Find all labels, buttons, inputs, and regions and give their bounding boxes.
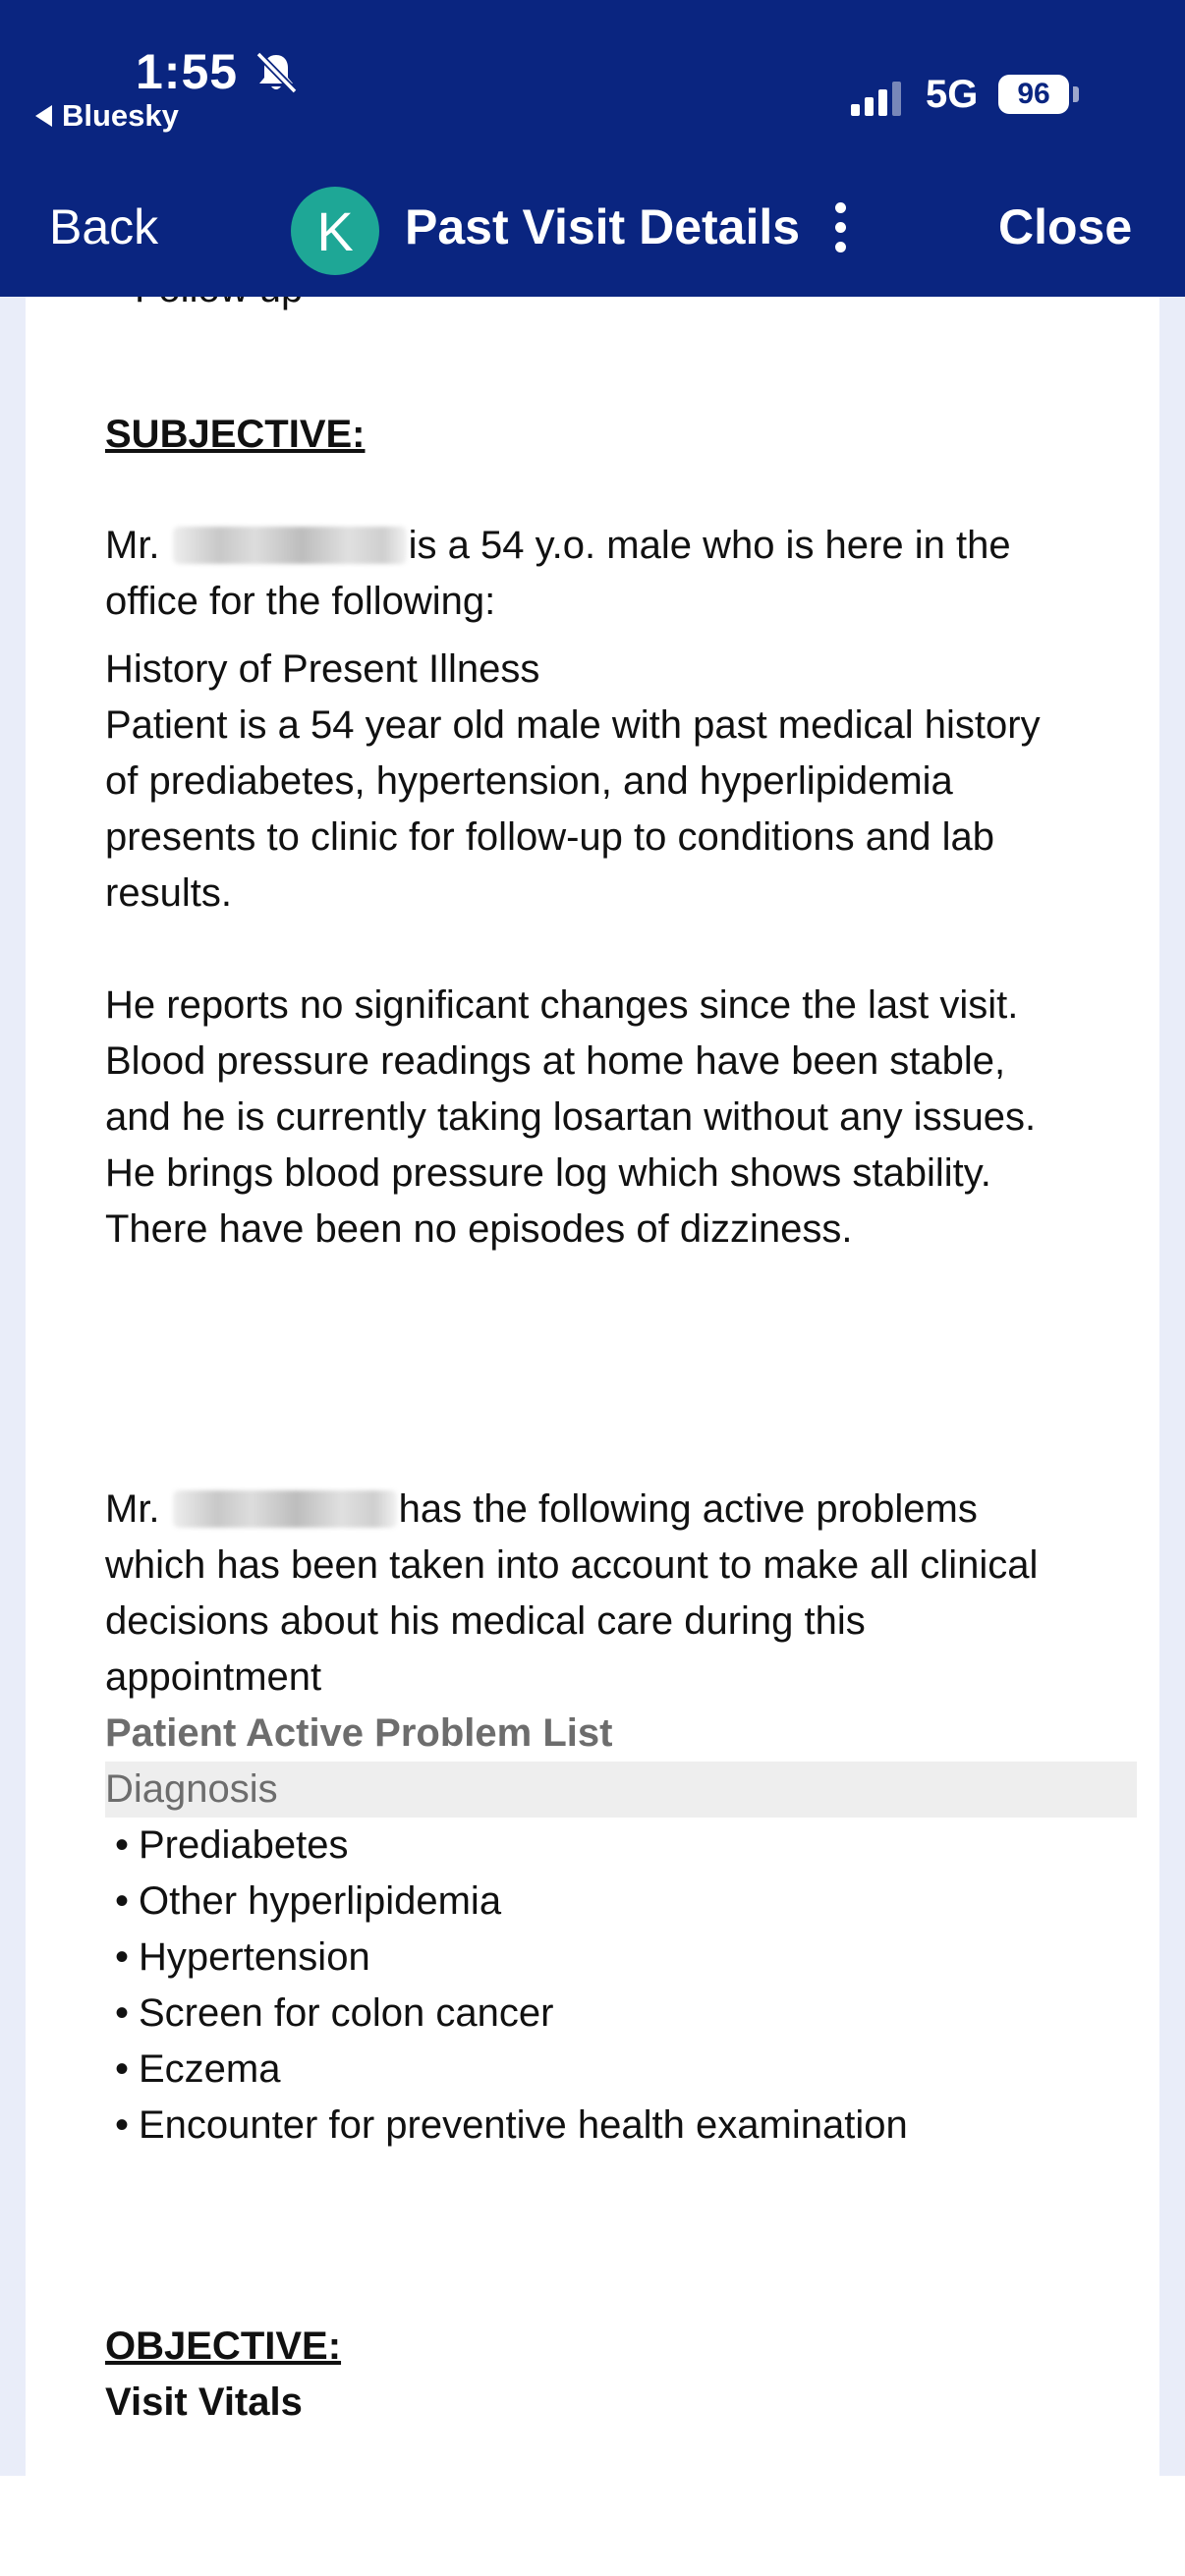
intro-paragraph <box>105 518 1137 630</box>
hpi-label: History of Present Illness <box>105 647 540 691</box>
hpi-line: Blood pressure readings at home have been stable, <box>105 1039 1006 1083</box>
avatar[interactable]: K <box>291 187 379 275</box>
active-problems-paragraph <box>105 1482 1137 1706</box>
back-button[interactable]: Back <box>49 199 159 254</box>
diagnosis-header: Diagnosis <box>105 1762 1137 1818</box>
bell-muted-icon <box>254 51 299 94</box>
battery-cap <box>1073 86 1079 102</box>
intro-line-2: office for the following: <box>105 580 496 623</box>
hpi-line: of prediabetes, hypertension, and hyperlipidemia <box>105 759 953 803</box>
list-item: • Eczema <box>114 2047 281 2091</box>
app-header <box>0 0 1185 297</box>
problems-line: appointment <box>105 1655 322 1699</box>
cellular-signal-icon <box>849 79 908 118</box>
back-app-label: Bluesky <box>62 98 179 133</box>
more-options-icon[interactable] <box>827 202 853 261</box>
list-item: • Other hyperlipidemia <box>114 1879 502 1923</box>
problems-line: which has been taken into account to make all clinical <box>105 1543 1039 1587</box>
list-item: • Prediabetes <box>114 1823 349 1867</box>
hpi-line: There have been no episodes of dizziness. <box>105 1207 853 1251</box>
right-gutter <box>1159 0 1185 2476</box>
intro-rest: is a 54 y.o. male who is here in the <box>408 524 1011 567</box>
hpi-paragraph-2 <box>105 978 1137 1258</box>
list-item: • Screen for colon cancer <box>114 1991 554 2035</box>
hpi-line: He reports no significant changes since the last visit. <box>105 983 1019 1027</box>
page-title: Past Visit Details <box>405 199 801 254</box>
redacted-name <box>173 1490 397 1528</box>
problems-prefix: Mr. <box>105 1487 160 1531</box>
back-to-app-link[interactable] <box>35 98 179 134</box>
hpi-line: and he is currently taking losartan without any issues. <box>105 1095 1037 1139</box>
diagnosis-list <box>105 1818 1137 2154</box>
left-gutter <box>0 0 26 2476</box>
problem-list-title: Patient Active Problem List <box>105 1711 613 1755</box>
hpi-line: Patient is a 54 year old male with past medical history <box>105 703 1041 747</box>
back-triangle-icon <box>35 105 52 127</box>
subjective-heading: SUBJECTIVE: <box>105 413 366 456</box>
battery-indicator: 96 <box>998 75 1069 114</box>
problems-line: decisions about his medical care during this <box>105 1599 866 1643</box>
problems-rest: has the following active problems <box>398 1487 978 1531</box>
status-time: 1:55 <box>136 44 239 99</box>
intro-prefix: Mr. <box>105 524 160 567</box>
redacted-name <box>173 527 407 564</box>
visit-vitals-heading: Visit Vitals <box>105 2380 303 2424</box>
network-type: 5G <box>926 73 979 116</box>
objective-heading: OBJECTIVE: <box>105 2324 342 2368</box>
list-item: • Hypertension <box>114 1935 370 1979</box>
visit-note-content <box>105 297 1137 2431</box>
hpi-line: He brings blood pressure log which shows stability. <box>105 1151 991 1195</box>
hpi-paragraph-1 <box>105 698 1137 922</box>
list-item: • Encounter for preventive health examination <box>114 2103 908 2147</box>
hpi-line: presents to clinic for follow-up to conditions and lab <box>105 815 994 859</box>
close-button[interactable]: Close <box>998 199 1133 254</box>
hpi-line: results. <box>105 871 232 915</box>
